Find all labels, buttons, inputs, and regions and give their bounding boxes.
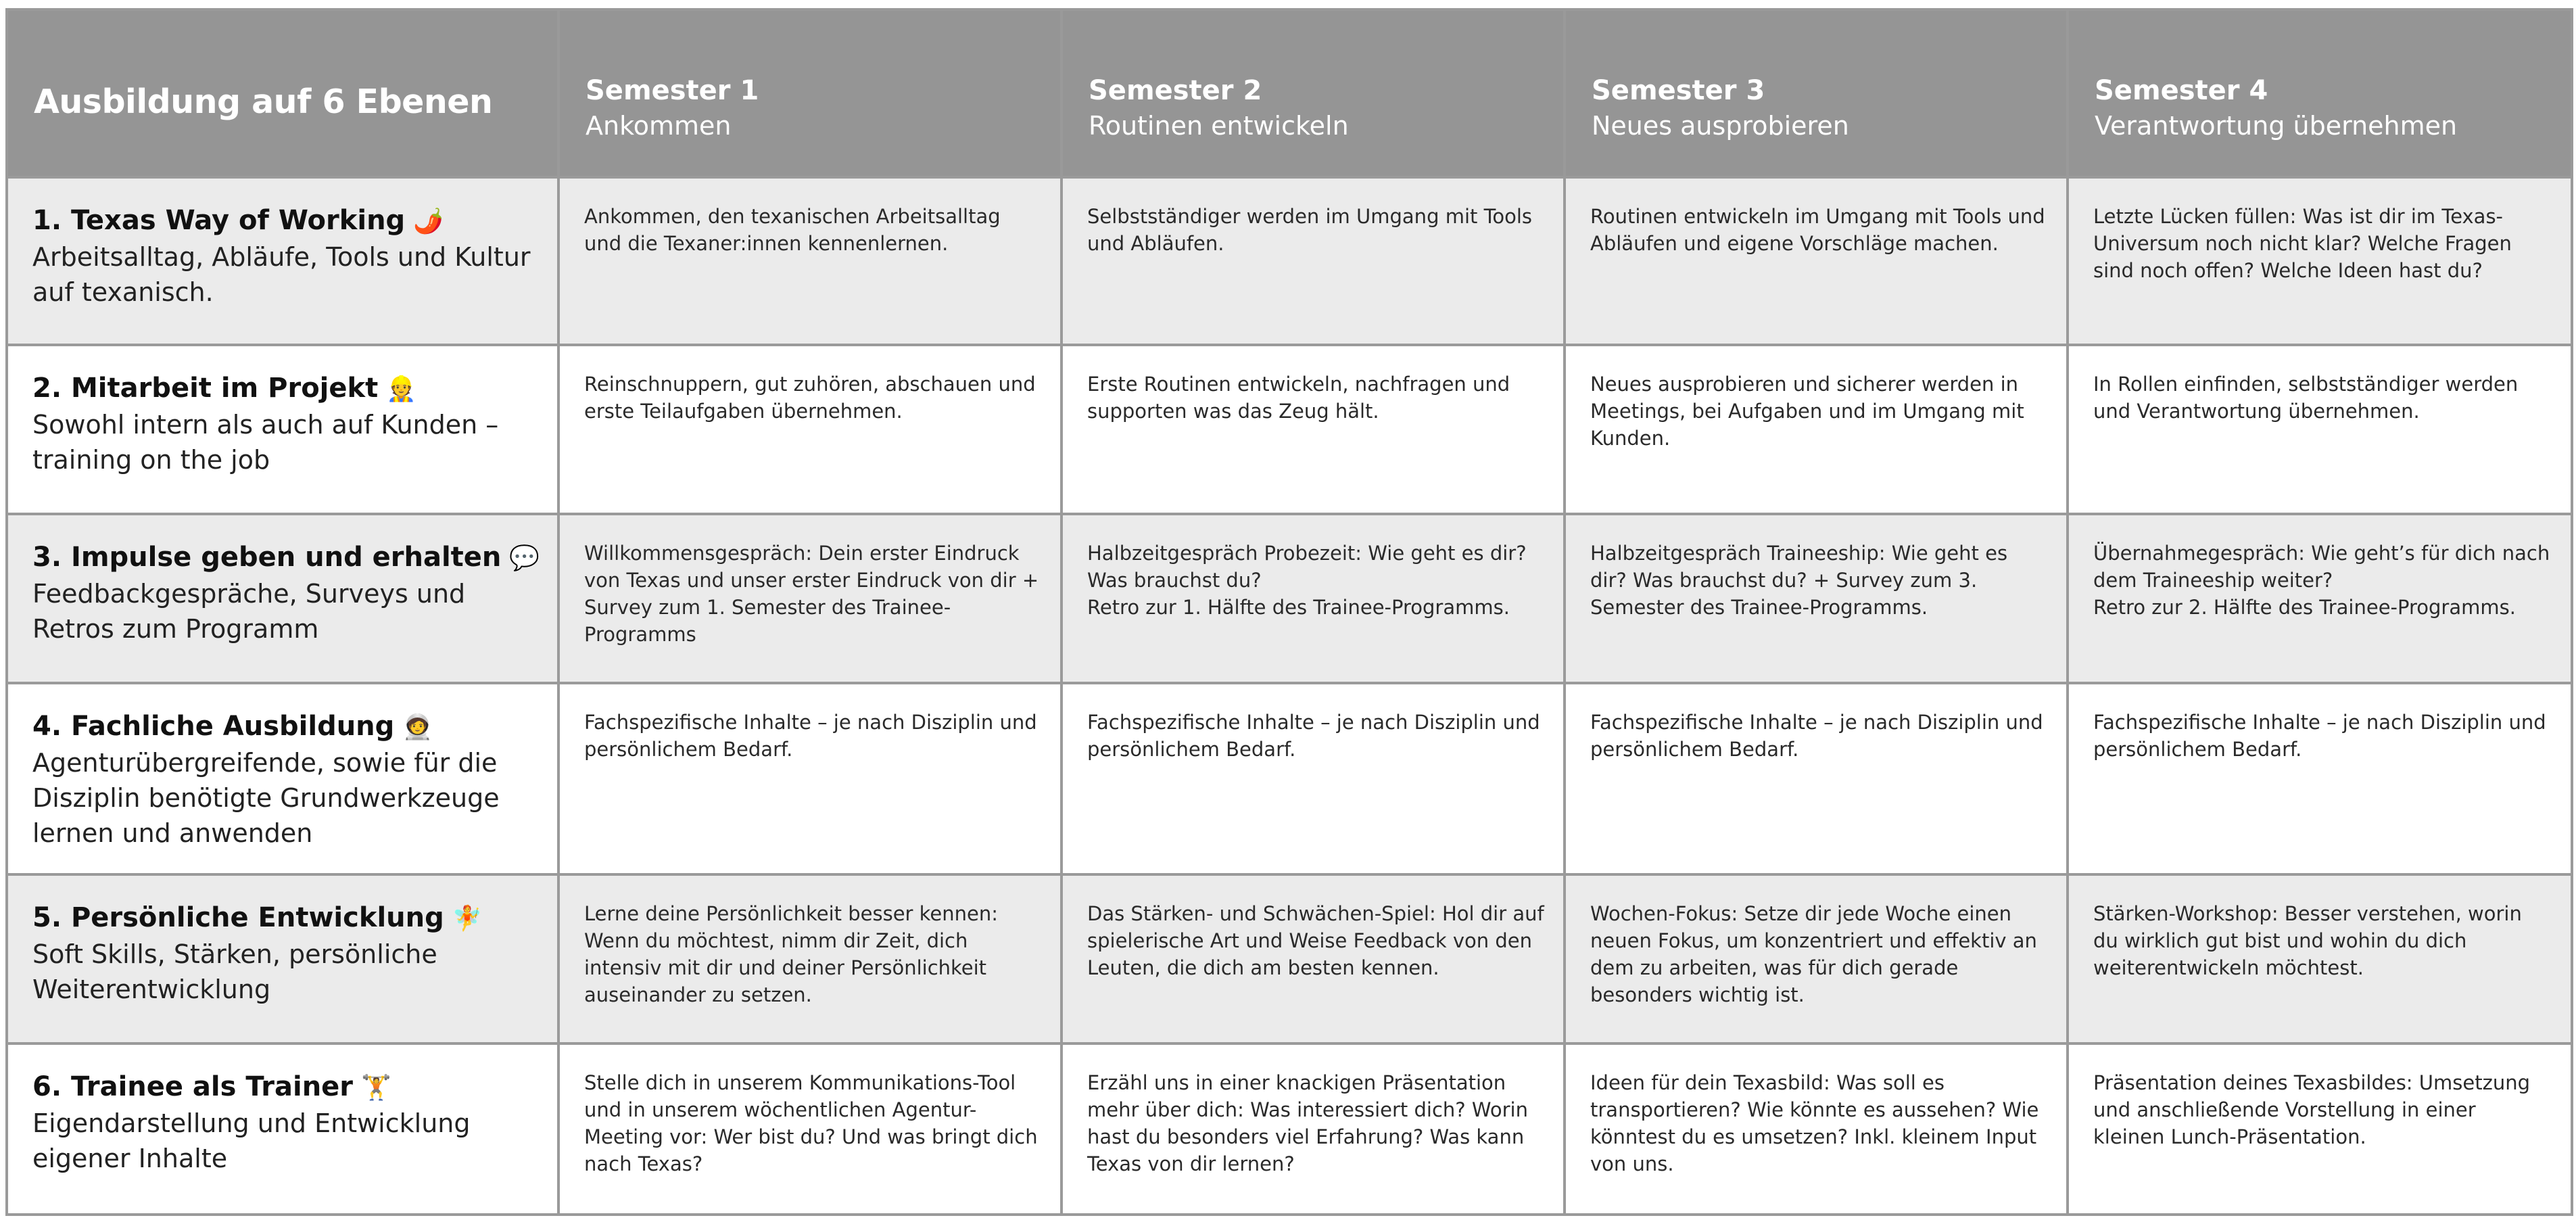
semester-subtitle: Verantwortung übernehmen xyxy=(2095,111,2458,141)
row-description: Feedbackgespräche, Surveys und Retros zum Programm xyxy=(32,579,466,644)
row-title: 4. Fachliche Ausbildung 🧑‍🚀 xyxy=(32,709,537,745)
header-corner xyxy=(7,9,558,177)
weightlifter-icon: 🏋️ xyxy=(361,1074,391,1102)
table-cell: Halbzeitgespräch Traineeship: Wie geht es dir? Was brauchst du? + Survey zum 3. Semester des Trainee-Programms. xyxy=(1565,514,2068,683)
table-cell: Halbzeitgespräch Probezeit: Wie geht es dir? Was brauchst du? Retro zur 1. Hälfte des Trainee-Programms. xyxy=(1062,514,1565,683)
row-description: Sowohl intern als auch auf Kunden – training on the job xyxy=(32,410,499,475)
astronaut-icon: 🧑‍🚀 xyxy=(402,713,433,741)
table-row xyxy=(7,514,2572,683)
chili-pepper-icon: 🌶️ xyxy=(413,208,444,235)
header-semester-1 xyxy=(558,9,1062,177)
row-header xyxy=(7,1043,558,1215)
row-description: Eigendarstellung und Entwicklung eigener Inhalte xyxy=(32,1108,471,1173)
training-plan-table xyxy=(5,8,2573,1216)
table-cell: Willkommensgespräch: Dein erster Eindruck von Texas und unser erster Eindruck von dir + Survey zum 1. Semester des Trainee-Programms xyxy=(558,514,1062,683)
table-row xyxy=(7,874,2572,1043)
table-cell: Erste Routinen entwickeln, nachfragen und supporten was das Zeug hält. xyxy=(1062,345,1565,514)
row-header xyxy=(7,514,558,683)
table-cell: Stärken-Workshop: Besser verstehen, worin du wirklich gut bist und wohin du dich weiterentwickeln möchtest. xyxy=(2068,874,2572,1043)
table-cell: Präsentation deines Texasbildes: Umsetzung und anschließende Vorstellung in einer kleinen Lunch-Präsentation. xyxy=(2068,1043,2572,1215)
row-title: 3. Impulse geben und erhalten 💬 xyxy=(32,540,537,576)
table-cell: In Rollen einfinden, selbstständiger werden und Verantwortung übernehmen. xyxy=(2068,345,2572,514)
semester-title: Semester 3 xyxy=(1592,75,1765,106)
table-cell: Ankommen, den texanischen Arbeitsalltag und die Texaner:innen kennenlernen. xyxy=(558,177,1062,345)
semester-title: Semester 1 xyxy=(586,75,759,106)
table-cell: Lerne deine Persönlichkeit besser kennen: Wenn du möchtest, nimm dir Zeit, dich intensiv mit dir und deiner Persönlichkeit auseinander zu setzen. xyxy=(558,874,1062,1043)
row-description: Soft Skills, Stärken, persönliche Weiterentwicklung xyxy=(32,939,437,1004)
fairy-icon: 🧚 xyxy=(452,905,483,933)
table-cell: Wochen-Fokus: Setze dir jede Woche einen neuen Fokus, um konzentriert und effektiv an dem zu arbeiten, was für dich gerade besonders wichtig ist. xyxy=(1565,874,2068,1043)
table-cell: Fachspezifische Inhalte – je nach Disziplin und persönlichem Bedarf. xyxy=(558,683,1062,874)
row-description: Arbeitsalltag, Abläufe, Tools und Kultur auf texanisch. xyxy=(32,242,531,307)
header-semester-4 xyxy=(2068,9,2572,177)
semester-subtitle: Neues ausprobieren xyxy=(1592,111,1849,141)
header-semester-2 xyxy=(1062,9,1565,177)
header-row xyxy=(7,9,2572,177)
table-cell: Erzähl uns in einer knackigen Präsentation mehr über dich: Was interessiert dich? Worin hast du besonders viel Erfahrung? Was kann Texas von dir lernen? xyxy=(1062,1043,1565,1215)
table-cell: Fachspezifische Inhalte – je nach Disziplin und persönlichem Bedarf. xyxy=(2068,683,2572,874)
table-row xyxy=(7,345,2572,514)
speech-bubble-icon: 💬 xyxy=(509,544,540,572)
table-cell: Das Stärken- und Schwächen-Spiel: Hol dir auf spielerische Art und Weise Feedback von den Leuten, die dich am besten kennen. xyxy=(1062,874,1565,1043)
semester-subtitle: Ankommen xyxy=(586,111,732,141)
row-title: 5. Persönliche Entwicklung 🧚 xyxy=(32,900,537,937)
table-cell: Routinen entwickeln im Umgang mit Tools und Abläufen und eigene Vorschläge machen. xyxy=(1565,177,2068,345)
row-description: Agenturübergreifende, sowie für die Disziplin benötigte Grundwerkzeuge lernen und anwenden xyxy=(32,748,500,848)
semester-subtitle: Routinen entwickeln xyxy=(1089,111,1349,141)
table-row xyxy=(7,177,2572,345)
table-cell: Fachspezifische Inhalte – je nach Disziplin und persönlichem Bedarf. xyxy=(1062,683,1565,874)
table-cell: Ideen für dein Texasbild: Was soll es transportieren? Wie könnte es aussehen? Wie könntest du es umsetzen? Inkl. kleinem Input von uns. xyxy=(1565,1043,2068,1215)
table-cell: Fachspezifische Inhalte – je nach Disziplin und persönlichem Bedarf. xyxy=(1565,683,2068,874)
semester-title: Semester 4 xyxy=(2095,75,2268,106)
table-cell: Selbstständiger werden im Umgang mit Tools und Abläufen. xyxy=(1062,177,1565,345)
worker-icon: 👷 xyxy=(386,375,417,403)
row-title: 6. Trainee als Trainer 🏋️ xyxy=(32,1069,537,1106)
table-cell: Übernahmegespräch: Wie geht’s für dich nach dem Traineeship weiter? Retro zur 2. Hälfte des Trainee-Programms. xyxy=(2068,514,2572,683)
row-title: 2. Mitarbeit im Projekt 👷 xyxy=(32,371,537,407)
row-header xyxy=(7,177,558,345)
table-cell: Reinschnuppern, gut zuhören, abschauen und erste Teilaufgaben übernehmen. xyxy=(558,345,1062,514)
row-header xyxy=(7,345,558,514)
table-title: Ausbildung auf 6 Ebenen xyxy=(34,83,493,121)
semester-title: Semester 2 xyxy=(1089,75,1262,106)
table-cell: Neues ausprobieren und sicherer werden in Meetings, bei Aufgaben und im Umgang mit Kunden. xyxy=(1565,345,2068,514)
table-row xyxy=(7,683,2572,874)
row-header xyxy=(7,683,558,874)
table-row xyxy=(7,1043,2572,1215)
row-title: 1. Texas Way of Working 🌶️ xyxy=(32,203,537,239)
training-plan xyxy=(5,8,2571,1213)
table-cell: Stelle dich in unserem Kommunikations-Tool und in unserem wöchentlichen Agentur-Meeting vor: Wer bist du? Und was bringt dich nach Texas? xyxy=(558,1043,1062,1215)
row-header xyxy=(7,874,558,1043)
table-cell: Letzte Lücken füllen: Was ist dir im Texas-Universum noch nicht klar? Welche Fragen sind noch offen? Welche Ideen hast du? xyxy=(2068,177,2572,345)
header-semester-3 xyxy=(1565,9,2068,177)
